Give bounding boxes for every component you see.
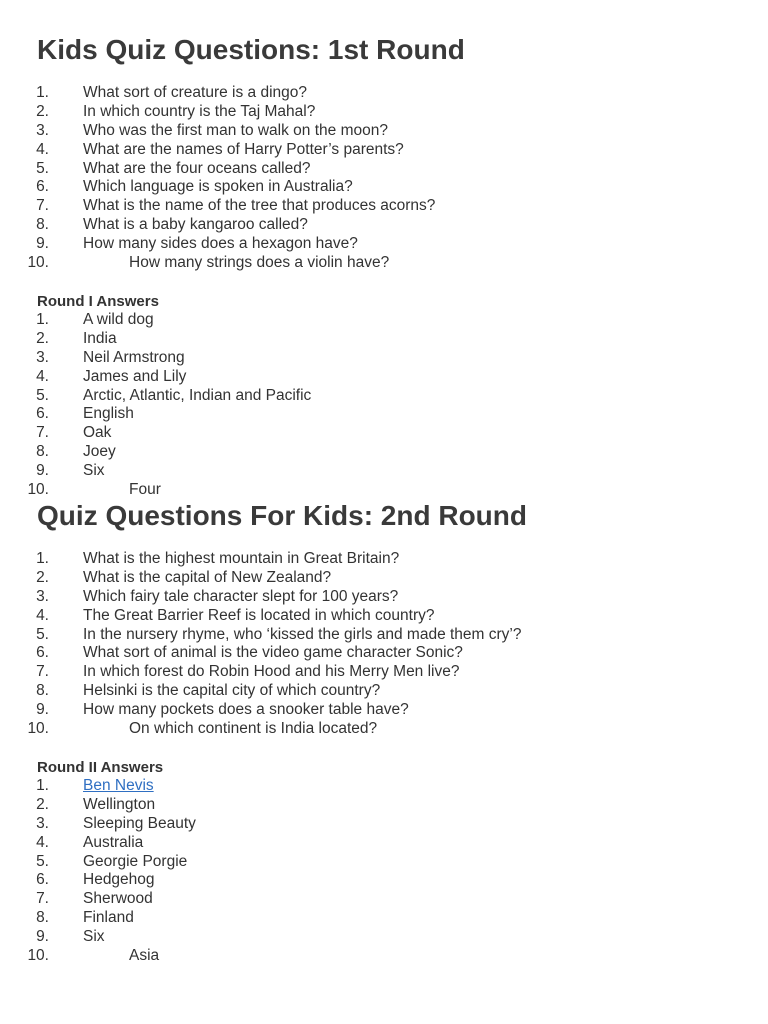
answer-item	[0, 871, 740, 890]
round1-question-list	[0, 84, 740, 273]
question-item	[0, 103, 740, 122]
list-number: 1.	[36, 311, 49, 328]
answer-item	[0, 387, 740, 406]
question-text: What is the capital of New Zealand?	[83, 568, 332, 586]
answer-text: A wild dog	[83, 311, 154, 328]
list-number: 10.	[27, 481, 49, 499]
list-number: 3.	[36, 121, 49, 139]
answer-item	[0, 909, 740, 928]
list-number: 1.	[36, 550, 49, 567]
list-number: 1.	[36, 84, 49, 101]
answer-text: Six	[83, 928, 105, 946]
list-number: 1.	[36, 777, 49, 794]
list-number: 4.	[36, 140, 49, 158]
question-text: How many pockets does a snooker table have?	[83, 701, 409, 719]
list-number: 8.	[36, 216, 49, 234]
list-number: 8.	[36, 909, 49, 927]
question-text: In which country is the Taj Mahal?	[83, 102, 316, 120]
answer-text: Georgie Porgie	[83, 852, 188, 870]
answer-text: Asia	[129, 947, 160, 965]
question-item	[0, 644, 740, 663]
answer-text: Australia	[83, 833, 144, 851]
list-number: 2.	[36, 795, 49, 813]
question-text: Which fairy tale character slept for 100 years?	[83, 587, 399, 605]
question-item	[0, 701, 740, 720]
question-item	[0, 216, 740, 235]
question-item	[0, 254, 740, 273]
question-text: The Great Barrier Reef is located in which country?	[83, 606, 435, 624]
list-number: 3.	[36, 814, 49, 832]
question-text: What sort of creature is a dingo?	[83, 84, 308, 101]
question-text: How many strings does a violin have?	[129, 254, 390, 272]
answer-item	[0, 481, 740, 500]
list-number: 2.	[36, 329, 49, 347]
answer-item	[0, 405, 740, 424]
answer-text: Joey	[83, 443, 116, 461]
list-number: 9.	[36, 928, 49, 946]
question-item	[0, 122, 740, 141]
answer-text: India	[83, 329, 117, 347]
answer-item	[0, 777, 740, 796]
answer-item	[0, 815, 740, 834]
list-number: 5.	[36, 852, 49, 870]
list-number: 6.	[36, 644, 49, 662]
answer-text: Sherwood	[83, 890, 153, 908]
answer-item	[0, 796, 740, 815]
answer-text: Six	[83, 462, 105, 480]
question-text: What are the names of Harry Potter’s parents?	[83, 140, 404, 158]
question-item	[0, 178, 740, 197]
list-number: 3.	[36, 587, 49, 605]
answer-item	[0, 424, 740, 443]
answer-text: English	[83, 405, 134, 423]
answer-item	[0, 853, 740, 872]
list-number: 7.	[36, 663, 49, 681]
list-number: 4.	[36, 367, 49, 385]
list-number: 7.	[36, 890, 49, 908]
question-text: What sort of animal is the video game character Sonic?	[83, 644, 463, 662]
question-text: On which continent is India located?	[129, 720, 378, 738]
question-text: In the nursery rhyme, who ‘kissed the girls and made them cry’?	[83, 625, 522, 643]
round2-question-list	[0, 550, 740, 739]
answer-text: Hedgehog	[83, 871, 155, 889]
answer-item	[0, 462, 740, 481]
list-number: 5.	[36, 159, 49, 177]
answer-item	[0, 928, 740, 947]
question-item	[0, 160, 740, 179]
list-number: 9.	[36, 235, 49, 253]
question-item	[0, 550, 740, 569]
list-number: 10.	[27, 254, 49, 272]
list-number: 4.	[36, 606, 49, 624]
answer-text: Oak	[83, 424, 112, 442]
list-number: 5.	[36, 625, 49, 643]
round1-answer-list	[0, 311, 740, 500]
list-number: 9.	[36, 462, 49, 480]
list-number: 8.	[36, 682, 49, 700]
answer-item	[0, 890, 740, 909]
list-number: 5.	[36, 386, 49, 404]
round1-title: Kids Quiz Questions: 1st Round	[37, 34, 465, 65]
list-number: 10.	[27, 720, 49, 738]
question-item	[0, 682, 740, 701]
list-number: 7.	[36, 424, 49, 442]
question-item	[0, 588, 740, 607]
question-item	[0, 626, 740, 645]
question-text: Which language is spoken in Australia?	[83, 178, 353, 196]
list-number: 6.	[36, 405, 49, 423]
answer-item	[0, 330, 740, 349]
list-number: 10.	[27, 947, 49, 965]
answer-text: James and Lily	[83, 367, 187, 385]
round2-answers-heading: Round II Answers	[37, 759, 164, 776]
answer-item	[0, 311, 740, 330]
answer-item	[0, 834, 740, 853]
question-text: Who was the first man to walk on the moon?	[83, 121, 388, 139]
answer-text: Four	[129, 481, 161, 499]
answer-text: Wellington	[83, 795, 156, 813]
answer-item	[0, 947, 740, 966]
list-number: 8.	[36, 443, 49, 461]
answer-text: Arctic, Atlantic, Indian and Pacific	[83, 386, 312, 404]
question-text: What is a baby kangaroo called?	[83, 216, 308, 234]
question-item	[0, 569, 740, 588]
list-number: 3.	[36, 348, 49, 366]
question-item	[0, 663, 740, 682]
question-text: Helsinki is the capital city of which country?	[83, 682, 381, 700]
round2-title: Quiz Questions For Kids: 2nd Round	[37, 500, 527, 531]
answer-item	[0, 349, 740, 368]
answer-item	[0, 443, 740, 462]
answer-text: Sleeping Beauty	[83, 814, 196, 832]
question-item	[0, 607, 740, 626]
list-number: 6.	[36, 178, 49, 196]
question-item	[0, 197, 740, 216]
question-text: What is the highest mountain in Great Britain?	[83, 550, 400, 567]
question-text: What is the name of the tree that produces acorns?	[83, 197, 436, 215]
round2-answer-list	[0, 777, 740, 966]
answer-link[interactable]: Ben Nevis	[83, 777, 154, 794]
list-number: 9.	[36, 701, 49, 719]
question-item	[0, 235, 740, 254]
question-text: In which forest do Robin Hood and his Merry Men live?	[83, 663, 460, 681]
question-item	[0, 720, 740, 739]
list-number: 6.	[36, 871, 49, 889]
answer-text: Finland	[83, 909, 134, 927]
answer-text: Neil Armstrong	[83, 348, 185, 366]
question-text: How many sides does a hexagon have?	[83, 235, 358, 253]
list-number: 4.	[36, 833, 49, 851]
list-number: 7.	[36, 197, 49, 215]
question-text: What are the four oceans called?	[83, 159, 311, 177]
answer-item	[0, 368, 740, 387]
question-item	[0, 141, 740, 160]
round1-answers-heading: Round I Answers	[37, 293, 159, 310]
list-number: 2.	[36, 568, 49, 586]
list-number: 2.	[36, 102, 49, 120]
question-item	[0, 84, 740, 103]
